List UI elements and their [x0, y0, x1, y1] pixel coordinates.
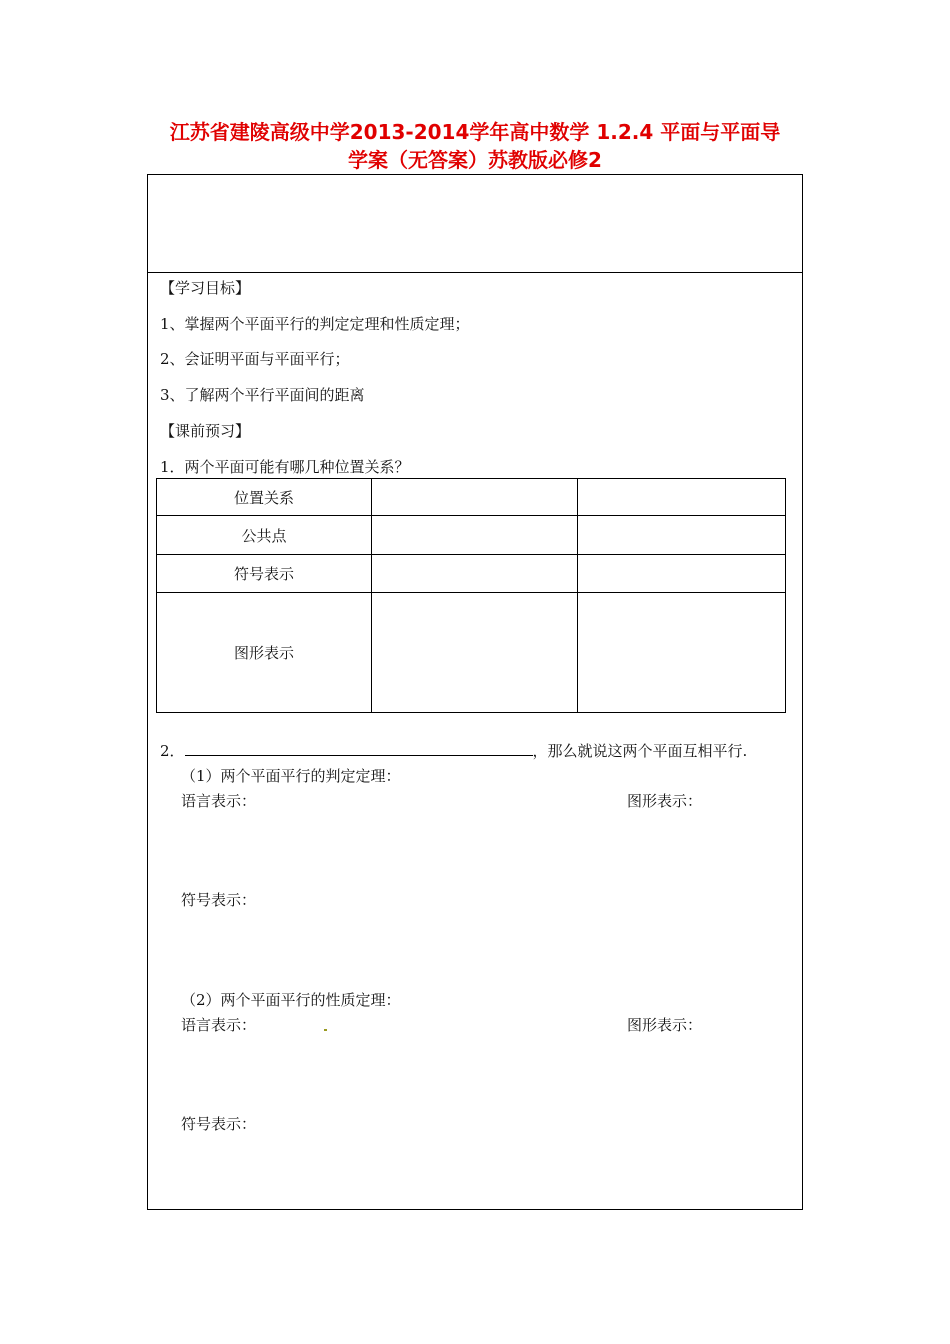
- question-2-number: 2．: [160, 742, 185, 760]
- worksheet-frame: [147, 174, 803, 1210]
- table-row-label: 符号表示: [157, 555, 372, 593]
- theorem-1-figure-label: 图形表示：: [627, 792, 703, 810]
- question-2: [160, 741, 747, 760]
- table-cell-blank: [372, 555, 578, 593]
- table-row: [157, 479, 786, 516]
- theorem-1-language-label: 语言表示：: [181, 792, 257, 810]
- table-row-label: 位置关系: [157, 479, 372, 516]
- theorem-2-language-label: 语言表示：: [181, 1016, 257, 1034]
- table-cell-blank: [578, 555, 786, 593]
- table-cell-blank: [372, 516, 578, 555]
- goal-item-2: 2、会证明平面与平面平行；: [160, 350, 350, 368]
- theorem-2-figure-label: 图形表示：: [627, 1016, 703, 1034]
- theorem-2-symbol-label: 符号表示：: [181, 1115, 257, 1133]
- theorem-1-title: （1）两个平面平行的判定定理：: [181, 767, 401, 785]
- question-2-text: ，那么就说这两个平面互相平行.: [532, 742, 748, 760]
- table-row: [157, 516, 786, 555]
- table-cell-blank: [578, 593, 786, 713]
- table-row: [157, 555, 786, 593]
- table-row: [157, 593, 786, 713]
- position-relation-table: [156, 478, 786, 713]
- preview-heading: 【课前预习】: [160, 422, 251, 440]
- table-cell-blank: [372, 479, 578, 516]
- goals-heading: 【学习目标】: [160, 279, 251, 297]
- fill-in-blank-line: [185, 741, 533, 756]
- theorem-2-title: （2）两个平面平行的性质定理：: [181, 991, 401, 1009]
- question-1: 1．两个平面可能有哪几种位置关系？: [160, 458, 410, 476]
- table-row-label: 图形表示: [157, 593, 372, 713]
- title-line-2: 学案（无答案）苏教版必修2: [348, 148, 602, 172]
- stray-mark: [324, 1029, 327, 1031]
- table-cell-blank: [372, 593, 578, 713]
- table-row-label: 公共点: [157, 516, 372, 555]
- header-blank-box: [148, 175, 802, 273]
- table-cell-blank: [578, 479, 786, 516]
- title-line-1: 江苏省建陵高级中学2013-2014学年高中数学 1.2.4 平面与平面导: [169, 120, 781, 144]
- theorem-1-symbol-label: 符号表示：: [181, 891, 257, 909]
- table-cell-blank: [578, 516, 786, 555]
- goal-item-3: 3、了解两个平行平面间的距离: [160, 386, 365, 404]
- goal-item-1: 1、掌握两个平面平行的判定定理和性质定理；: [160, 315, 470, 333]
- document-title: [130, 118, 820, 174]
